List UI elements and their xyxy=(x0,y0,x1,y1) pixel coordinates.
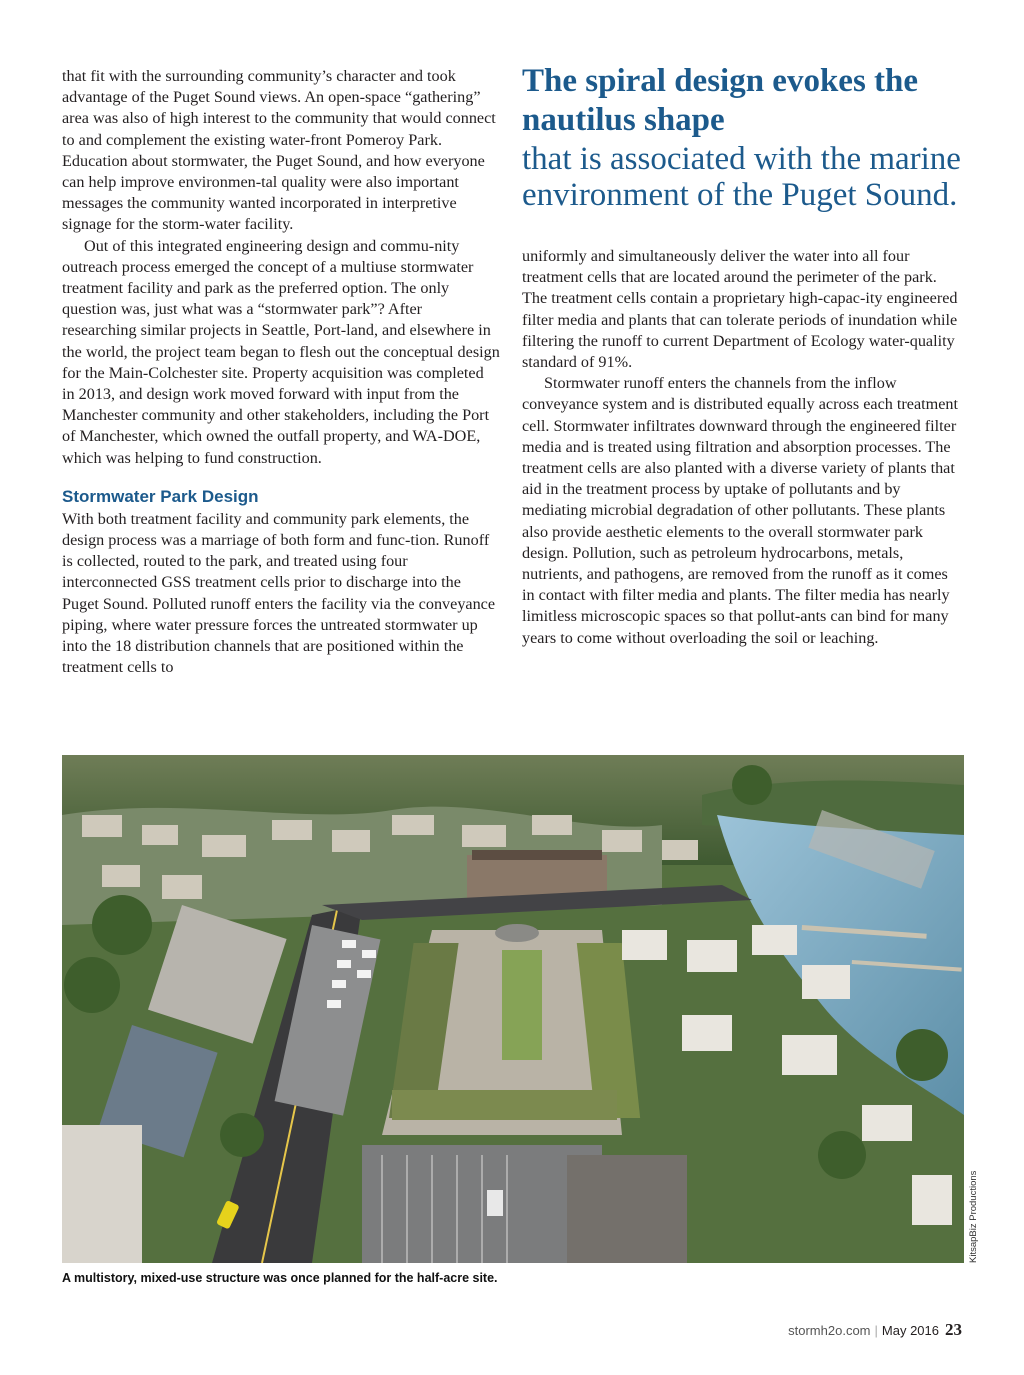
left-text-column xyxy=(62,66,500,678)
pull-quote-regular: that is associated with the marine environment of the Puget Sound. xyxy=(522,141,961,213)
body-paragraph: With both treatment facility and community park elements, the design process was a marriage of both form and func-tion. Runoff is collected, routed to the park, and treated using four interconnected GSS treatment cells prior to discharge into the Puget Sound. Polluted runoff enters the facility via the conveyance piping, where water pressure forces the untreated stormwater up into the 18 distribution channels that are positioned within the treatment cells to xyxy=(62,509,496,677)
photo-caption: A multistory, mixed-use structure was once planned for the half-acre site. xyxy=(62,1271,498,1285)
body-paragraph: that fit with the surrounding community’s character and took advantage of the Puget Sound views. An open-space “gathering” area was also of high interest to the community that would connect to and complement the existing water-front Pomeroy Park. Education about stormwater, the Puget Sound, and how everyone can help improve environmen-tal quality were also important messages the community wanted incorporated in interpretive signage for the storm-water facility. xyxy=(62,67,496,234)
right-text-column xyxy=(522,62,964,649)
stormwater-park xyxy=(382,924,640,1135)
section-subhead: Stormwater Park Design xyxy=(62,486,259,506)
footer-date: May 2016 xyxy=(881,1323,939,1338)
body-paragraph: Stormwater runoff enters the channels from the inflow conveyance system and is distributed equally across each treatment cell. Stormwater infiltrates downward through the engineered filter media and is treated using filtration and absorption processes. The treatment cells are also planted with a diverse variety of plants that aid in the treatment process by uptake of pollutants and by mediating microbial degradation of other pollutants. These plants also provide aesthetic elements to the overall stormwater park design. Pollution, such as petroleum hydrocarbons, metals, nutrients, and pathogens, are removed from the runoff as it comes in contact with filter media and plants. The filter media has nearly limitless microscopic spaces so that pollut-ants can bind for many years to come without overloading the soil or leaching. xyxy=(522,374,959,647)
body-paragraph: uniformly and simultaneously deliver the water into all four treatment cells that are located around the perimeter of the park. The treatment cells contain a proprietary high-capac-ity engineered filter media and plants that can tolerate periods of inundation while filtering the runoff to current Department of Ecology water-quality standard of 91%. xyxy=(522,247,958,372)
page-number: 23 xyxy=(945,1320,962,1339)
pull-quote xyxy=(522,62,964,213)
footer-separator: | xyxy=(874,1323,878,1338)
body-paragraph: Out of this integrated engineering design and commu-nity outreach process emerged the concept of a multiuse stormwater treatment facility and park as the preferred option. The only question was, just what was a “stormwater park”? After researching similar projects in Seattle, Port-land, and elsewhere in the world, the project team began to flesh out the conceptual design for the Main-Colchester site. Property acquisition was completed in 2013, and design work moved forward with input from the Manchester community and other stakeholders, including the Port of Manchester, which owned the outfall property, and WA-DOE, which was helping to fund construction. xyxy=(62,236,500,467)
aerial-photo xyxy=(62,755,964,1263)
footer-site: stormh2o.com xyxy=(788,1323,871,1338)
page-footer xyxy=(788,1320,962,1340)
photo-credit: KitsapBiz Productions xyxy=(968,1170,979,1263)
roof xyxy=(567,1155,687,1263)
pull-quote-bold: The spiral design evokes the nautilus shape xyxy=(522,63,919,138)
